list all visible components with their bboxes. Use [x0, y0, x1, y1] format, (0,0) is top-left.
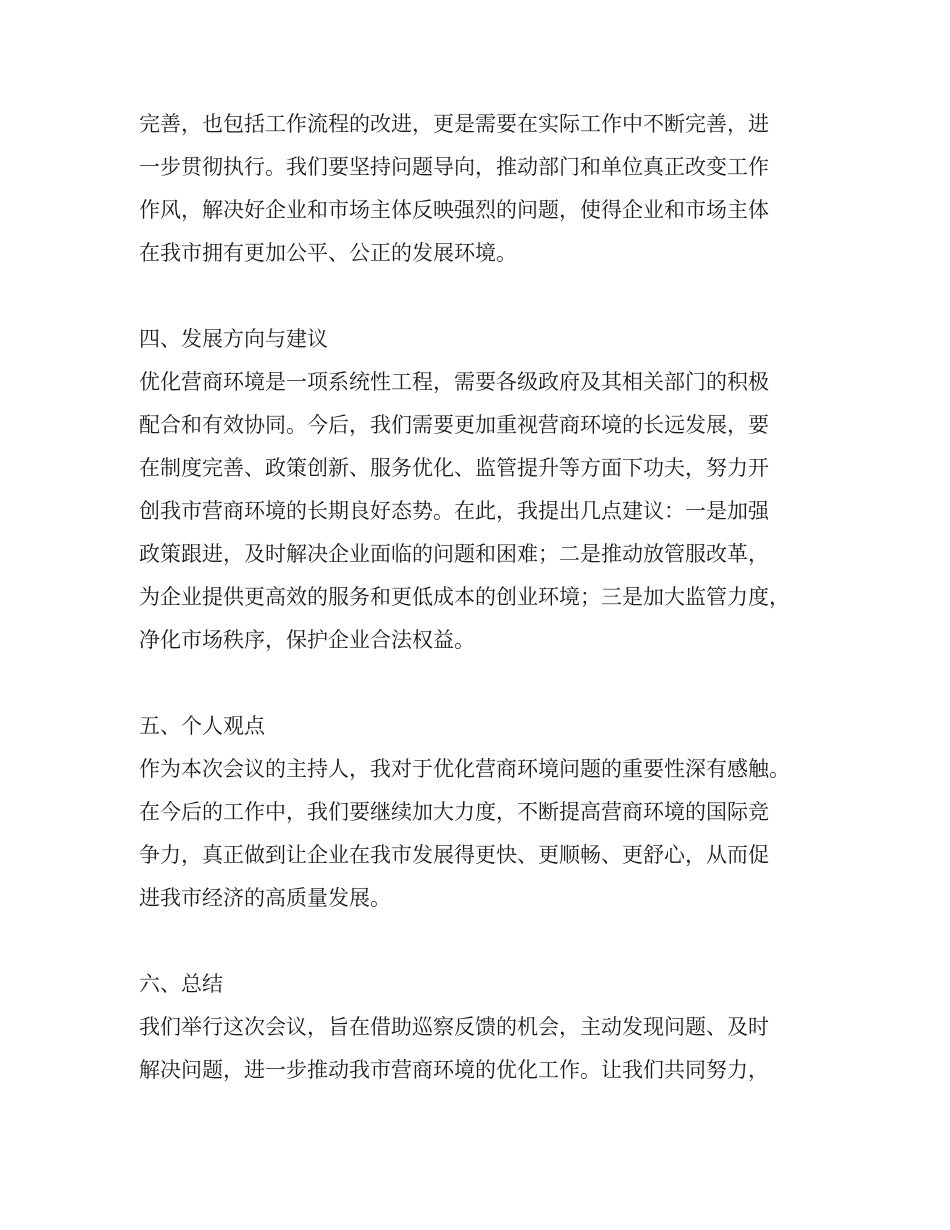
paragraph-line: 我们举行这次会议，旨在借助巡察反馈的机会，主动发现问题、及时	[139, 1015, 769, 1039]
paragraph-line: 完善，也包括工作流程的改进，更是需要在实际工作中不断完善，进	[139, 112, 769, 136]
paragraph-line: 解决问题，进一步推动我市营商环境的优化工作。让我们共同努力，	[139, 1058, 769, 1082]
paragraph-line: 作为本次会议的主持人，我对于优化营商环境问题的重要性深有感触。	[139, 757, 790, 781]
paragraph-line: 一步贯彻执行。我们要坚持问题导向，推动部门和单位真正改变工作	[139, 155, 769, 179]
paragraph-line: 为企业提供更高效的服务和更低成本的创业环境；三是加大监管力度，	[139, 585, 790, 609]
paragraph-line: 创我市营商环境的长期良好态势。在此，我提出几点建议：一是加强	[139, 499, 769, 523]
section-heading: 五、个人观点	[139, 714, 265, 738]
paragraph-line: 在今后的工作中，我们要继续加大力度，不断提高营商环境的国际竞	[139, 800, 769, 824]
paragraph-line: 在制度完善、政策创新、服务优化、监管提升等方面下功夫，努力开	[139, 456, 769, 480]
section-heading: 六、总结	[139, 972, 223, 996]
paragraph-line: 争力，真正做到让企业在我市发展得更快、更顺畅、更舒心，从而促	[139, 843, 769, 867]
section-heading: 四、发展方向与建议	[139, 327, 328, 351]
paragraph-line: 配合和有效协同。今后，我们需要更加重视营商环境的长远发展，要	[139, 413, 769, 437]
paragraph-line: 净化市场秩序，保护企业合法权益。	[139, 628, 475, 652]
paragraph-line: 政策跟进，及时解决企业面临的问题和困难；二是推动放管服改革，	[139, 542, 769, 566]
paragraph-line: 在我市拥有更加公平、公正的发展环境。	[139, 241, 517, 265]
paragraph-line: 进我市经济的高质量发展。	[139, 886, 391, 910]
paragraph-line: 作风，解决好企业和市场主体反映强烈的问题，使得企业和市场主体	[139, 198, 769, 222]
paragraph-line: 优化营商环境是一项系统性工程，需要各级政府及其相关部门的积极	[139, 370, 769, 394]
